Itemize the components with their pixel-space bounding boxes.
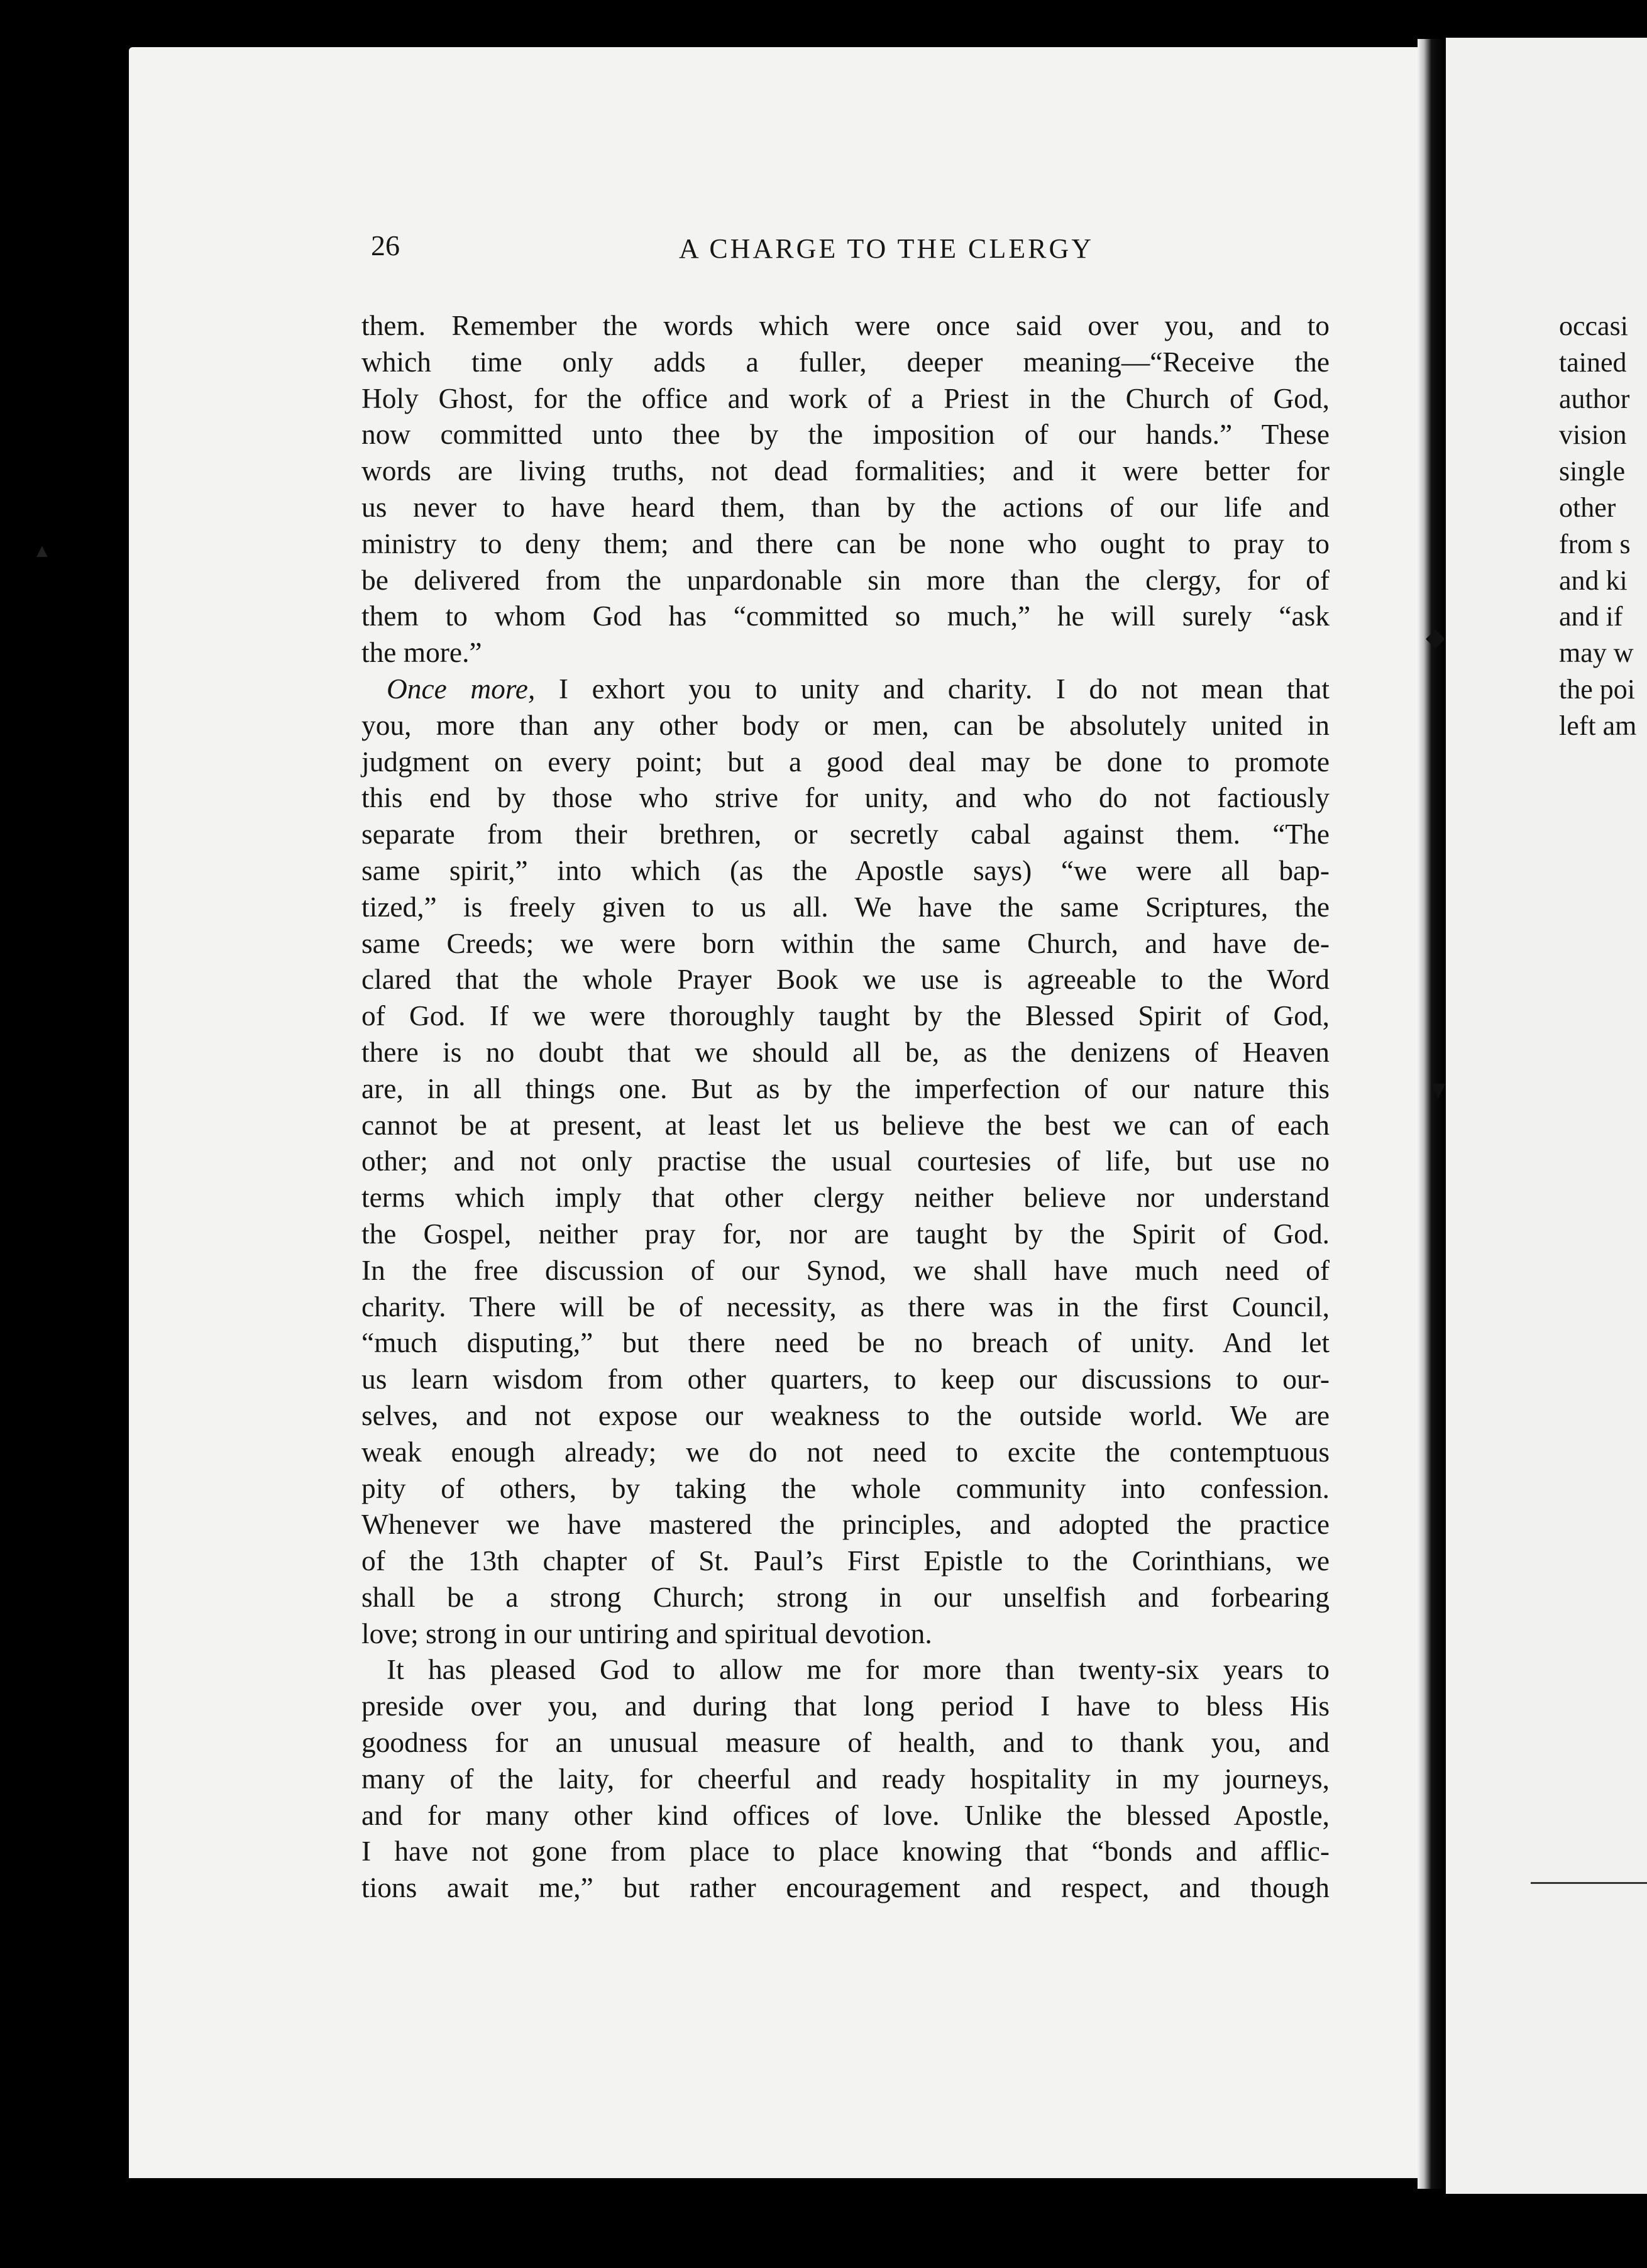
- text-line: tions await me,” but rather encouragement and respect, and though: [361, 1872, 1330, 1904]
- text-line: Holy Ghost, for the office and work of a Priest in the Church of God,: [361, 382, 1330, 414]
- facing-line: tained: [1559, 346, 1627, 378]
- text-line: words are living truths, not dead formalities; and it were better for: [361, 455, 1330, 487]
- facing-line: left am: [1559, 710, 1637, 741]
- text-line: them. Remember the words which were once said over you, and to: [361, 310, 1330, 341]
- text-line: same spirit,” into which (as the Apostle says) “we were all bap-: [361, 854, 1330, 886]
- text-line: clared that the whole Prayer Book we use is agreeable to the Word: [361, 964, 1330, 996]
- facing-line: and if: [1559, 601, 1623, 632]
- text-line: of the 13th chapter of St. Paul’s First Epistle to the Corinthians, we: [361, 1545, 1330, 1577]
- text-line: weak enough already; we do not need to excite the contemptuous: [361, 1436, 1330, 1468]
- binding-clip-mark: ▼: [1426, 1076, 1451, 1104]
- text-line: selves, and not expose our weakness to the outside world. We are: [361, 1399, 1330, 1431]
- text-line: are, in all things one. But as by the imperfection of our nature this: [361, 1072, 1330, 1104]
- text-line: many of the laity, for cheerful and ready hospitality in my journeys,: [361, 1763, 1330, 1795]
- facing-line: and ki: [1559, 564, 1628, 596]
- text-line: I have not gone from place to place knowing that “bonds and afflic-: [361, 1836, 1330, 1868]
- text-line: us never to have heard them, than by the actions of our life and: [361, 491, 1330, 523]
- text-line: It has pleased God to allow me for more than twenty-six years to: [387, 1654, 1330, 1686]
- scan-speck: ▲: [33, 541, 52, 561]
- text-line: shall be a strong Church; strong in our unselfish and forbearing: [361, 1581, 1330, 1613]
- text-line: love; strong in our untiring and spiritual devotion.: [361, 1617, 932, 1649]
- text-line: the Gospel, neither pray for, nor are taught by the Spirit of God.: [361, 1218, 1330, 1250]
- text-line: ministry to deny them; and there can be none who ought to pray to: [361, 527, 1330, 559]
- text-line: separate from their brethren, or secretly cabal against them. “The: [361, 818, 1330, 851]
- text-line: cannot be at present, at least let us believe the best we can of each: [361, 1109, 1330, 1141]
- text-line: which time only adds a fuller, deeper meaning—“Receive the: [361, 346, 1330, 378]
- text-line: goodness for an unusual measure of health, and to thank you, and: [361, 1727, 1330, 1759]
- text-line: of God. If we were thoroughly taught by the Blessed Spirit of God,: [361, 1000, 1330, 1032]
- text-line: terms which imply that other clergy neither believe nor understand: [361, 1182, 1330, 1214]
- text-line: [361, 671, 1330, 708]
- text-line: them to whom God has “committed so much,” he will surely “ask: [361, 600, 1330, 632]
- facing-line: the poi: [1559, 673, 1635, 705]
- facing-line: author: [1559, 383, 1630, 414]
- text-line: pity of others, by taking the whole community into confession.: [361, 1472, 1330, 1504]
- body-text: [361, 308, 1330, 1907]
- footnote-rule: [1531, 1882, 1647, 1884]
- italic-phrase: Once more,: [387, 673, 536, 705]
- text-line: “much disputing,” but there need be no breach of unity. And let: [361, 1327, 1330, 1359]
- text-line: this end by those who strive for unity, and who do not factiously: [361, 782, 1330, 814]
- binding-clip-mark: ◆: [1426, 623, 1445, 651]
- facing-line: vision: [1559, 419, 1627, 451]
- text-line: charity. There will be of necessity, as there was in the first Council,: [361, 1291, 1330, 1323]
- text-line: the more.”: [361, 637, 482, 669]
- facing-page-text: [1559, 308, 1636, 744]
- text-line: and for many other kind offices of love. Unlike the blessed Apostle,: [361, 1799, 1330, 1831]
- text-line: same Creeds; we were born within the same Church, and have de-: [361, 927, 1330, 959]
- text-line: judgment on every point; but a good deal may be done to promote: [361, 746, 1330, 778]
- text-line: Whenever we have mastered the principles, and adopted the practice: [361, 1509, 1330, 1541]
- facing-line: single: [1559, 456, 1626, 487]
- running-title: A CHARGE TO THE CLERGY: [678, 233, 1094, 264]
- text-line: preside over you, and during that long period I have to bless His: [361, 1690, 1330, 1722]
- text-line: tized,” is freely given to us all. We have the same Scriptures, the: [361, 891, 1330, 923]
- text-line: you, more than any other body or men, can be absolutely united in: [361, 709, 1330, 741]
- facing-line: other: [1559, 492, 1616, 523]
- page-number: 26: [371, 229, 400, 261]
- facing-line: may w: [1559, 637, 1634, 669]
- book-spine: [1418, 39, 1444, 2189]
- line-text: I exhort you to unity and charity. I do not mean that: [535, 673, 1330, 705]
- text-line: now committed unto thee by the imposition of our hands.” These: [361, 419, 1330, 451]
- text-line: In the free discussion of our Synod, we shall have much need of: [361, 1254, 1330, 1286]
- facing-line: from s: [1559, 528, 1631, 559]
- facing-line: occasi: [1559, 311, 1628, 341]
- text-line: be delivered from the unpardonable sin more than the clergy, for of: [361, 564, 1330, 596]
- text-line: us learn wisdom from other quarters, to keep our discussions to our-: [361, 1363, 1330, 1395]
- text-line: there is no doubt that we should all be, as the denizens of Heaven: [361, 1036, 1330, 1068]
- text-line: other; and not only practise the usual courtesies of life, but use no: [361, 1145, 1330, 1177]
